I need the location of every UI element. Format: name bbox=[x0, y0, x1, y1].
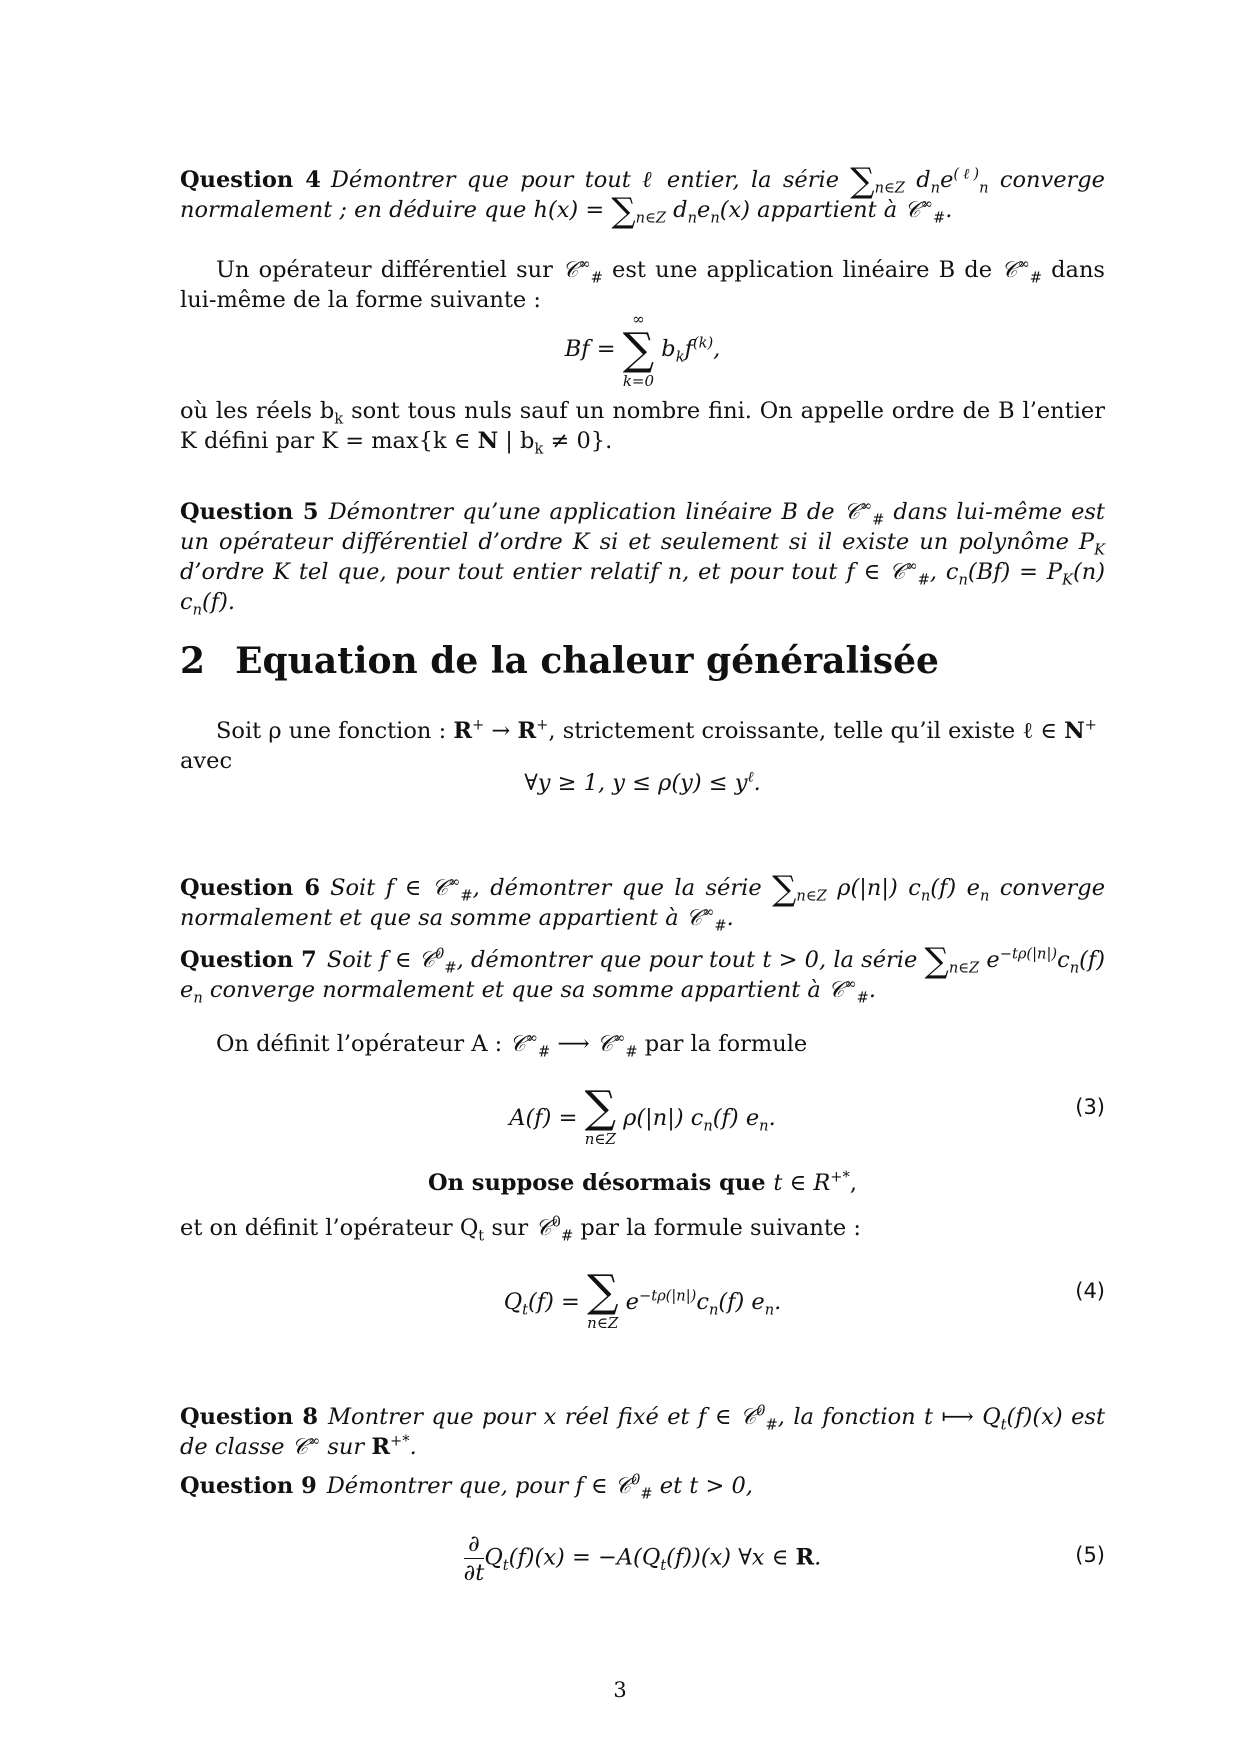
question-9: Question 9 Démontrer que, pour f ∈ 𝒞$^0_{\#}$ et t > 0, bbox=[180, 1471, 753, 1503]
question-6-label: Question 6 bbox=[180, 875, 321, 901]
paragraph-rho: Soit ρ une fonction : R+ → R+, strictement croissante, telle qu’il existe ℓ ∈ N+ avec bbox=[180, 716, 1097, 774]
assumption-line: On suppose désormais que t ∈ R+*, bbox=[427, 1168, 857, 1196]
section-heading bbox=[180, 640, 939, 682]
paragraph-differential-operator: Un opérateur différentiel sur 𝒞∞$_{\#}$ est une application linéaire B de 𝒞∞$_{\#}$ dans lui-même de la forme suivante : bbox=[180, 255, 1105, 313]
question-5-label: Question 5 bbox=[180, 499, 319, 525]
equation-number-4: (4) bbox=[1075, 1279, 1105, 1303]
equation-number-5: (5) bbox=[1075, 1543, 1105, 1567]
equation-bf: Bf = ∞ ∑ k=0 $b_kf^{(k)}$, bbox=[564, 310, 721, 390]
question-8: Question 8 Montrer que pour x réel fixé et f ∈ 𝒞$^0_{\#}$, la fonction t ⟼ $Q_t(f)(x)$ est de classe 𝒞∞ sur R+*. bbox=[180, 1402, 1105, 1460]
question-4: Question 4 Démontrer que pour tout ℓ entier, la série $\sum_{n\in Z}$ $d_ne^{(\ell)}_n$ converge normalement ; en déduire que $h(x) = \sum_{n\in Z}$ $d_ne_n(x)$ appartient à 𝒞∞$_{\#}$. bbox=[180, 161, 1105, 231]
paragraph-operator-q: et on définit l’opérateur $Q_t$ sur 𝒞$^0_{\#}$ par la formule suivante : bbox=[180, 1213, 861, 1245]
question-9-label: Question 9 bbox=[180, 1473, 317, 1499]
section-title: Equation de la chaleur généralisée bbox=[235, 640, 939, 682]
question-8-label: Question 8 bbox=[180, 1404, 319, 1430]
equation-5: $\frac{\partial}{\partial t}$ $Q_t(f)(x) = -A(Q_t(f))(x)$ ∀x ∈ R. bbox=[463, 1531, 822, 1586]
question-6: Question 6 Soit f ∈ 𝒞∞$_{\#}$, démontrer que la série $\sum_{n\in Z}$ ρ(|n|) $c_n(f)$ $e_n$ converge normalement et que sa somme appartient à 𝒞∞$_{\#}$. bbox=[180, 869, 1106, 935]
equation-4: $Q_t(f)$ = ∑ n∈Z $e^{-t\rho(|n|)}c_n(f)$ $e_n$. bbox=[503, 1266, 782, 1332]
question-5: Question 5 Démontrer qu’une application linéaire B de 𝒞∞$_{\#}$ dans lui-même est un opérateur différentiel d’ordre K si et seulement si il existe un polynôme $P_K$ d’ordre K tel que, pour tout entier relatif n, et pour tout f ∈ 𝒞∞$_{\#}$, $c_n(Bf) = P_K(n)$ $c_n(f)$. bbox=[180, 497, 1106, 619]
question-7: Question 7 Soit f ∈ 𝒞$^0_{\#}$, démontrer que pour tout t > 0, la série $\sum_{n\in Z}$ $e^{-t\rho(|n|)}c_n(f)$ $e_n$ converge normalement et que sa somme appartient à 𝒞∞$_{\#}$. bbox=[180, 941, 1106, 1007]
paragraph-operator-a: On définit l’opérateur A : 𝒞∞$_{\#}$ ⟶ 𝒞∞$_{\#}$ par la formule bbox=[216, 1029, 808, 1061]
equation-3: A(f) = ∑ n∈Z ρ(|n|) $c_n(f)$ $e_n$. bbox=[509, 1082, 776, 1148]
question-4-label: Question 4 bbox=[180, 167, 321, 193]
sum-operator: ∞ ∑ k=0 bbox=[622, 310, 655, 390]
page-number: 3 bbox=[613, 1678, 627, 1702]
partial-derivative: $\frac{\partial}{\partial t}$ bbox=[463, 1531, 485, 1586]
paragraph-order: où les réels $b_k$ sont tous nuls sauf un nombre fini. On appelle ordre de B l’entier K défini par K = max{k ∈ N | $b_k \ne 0$}. bbox=[180, 398, 1105, 458]
sum-operator: ∑ n∈Z bbox=[584, 1082, 616, 1148]
equation-rho-bounds: ∀y ≥ 1, $y \le \rho(y) \le y^\ell$. bbox=[524, 768, 761, 796]
sum-operator: ∑ n∈Z bbox=[587, 1266, 619, 1332]
equation-number-3: (3) bbox=[1075, 1095, 1105, 1119]
section-number: 2 bbox=[180, 640, 206, 682]
question-7-label: Question 7 bbox=[180, 947, 317, 973]
